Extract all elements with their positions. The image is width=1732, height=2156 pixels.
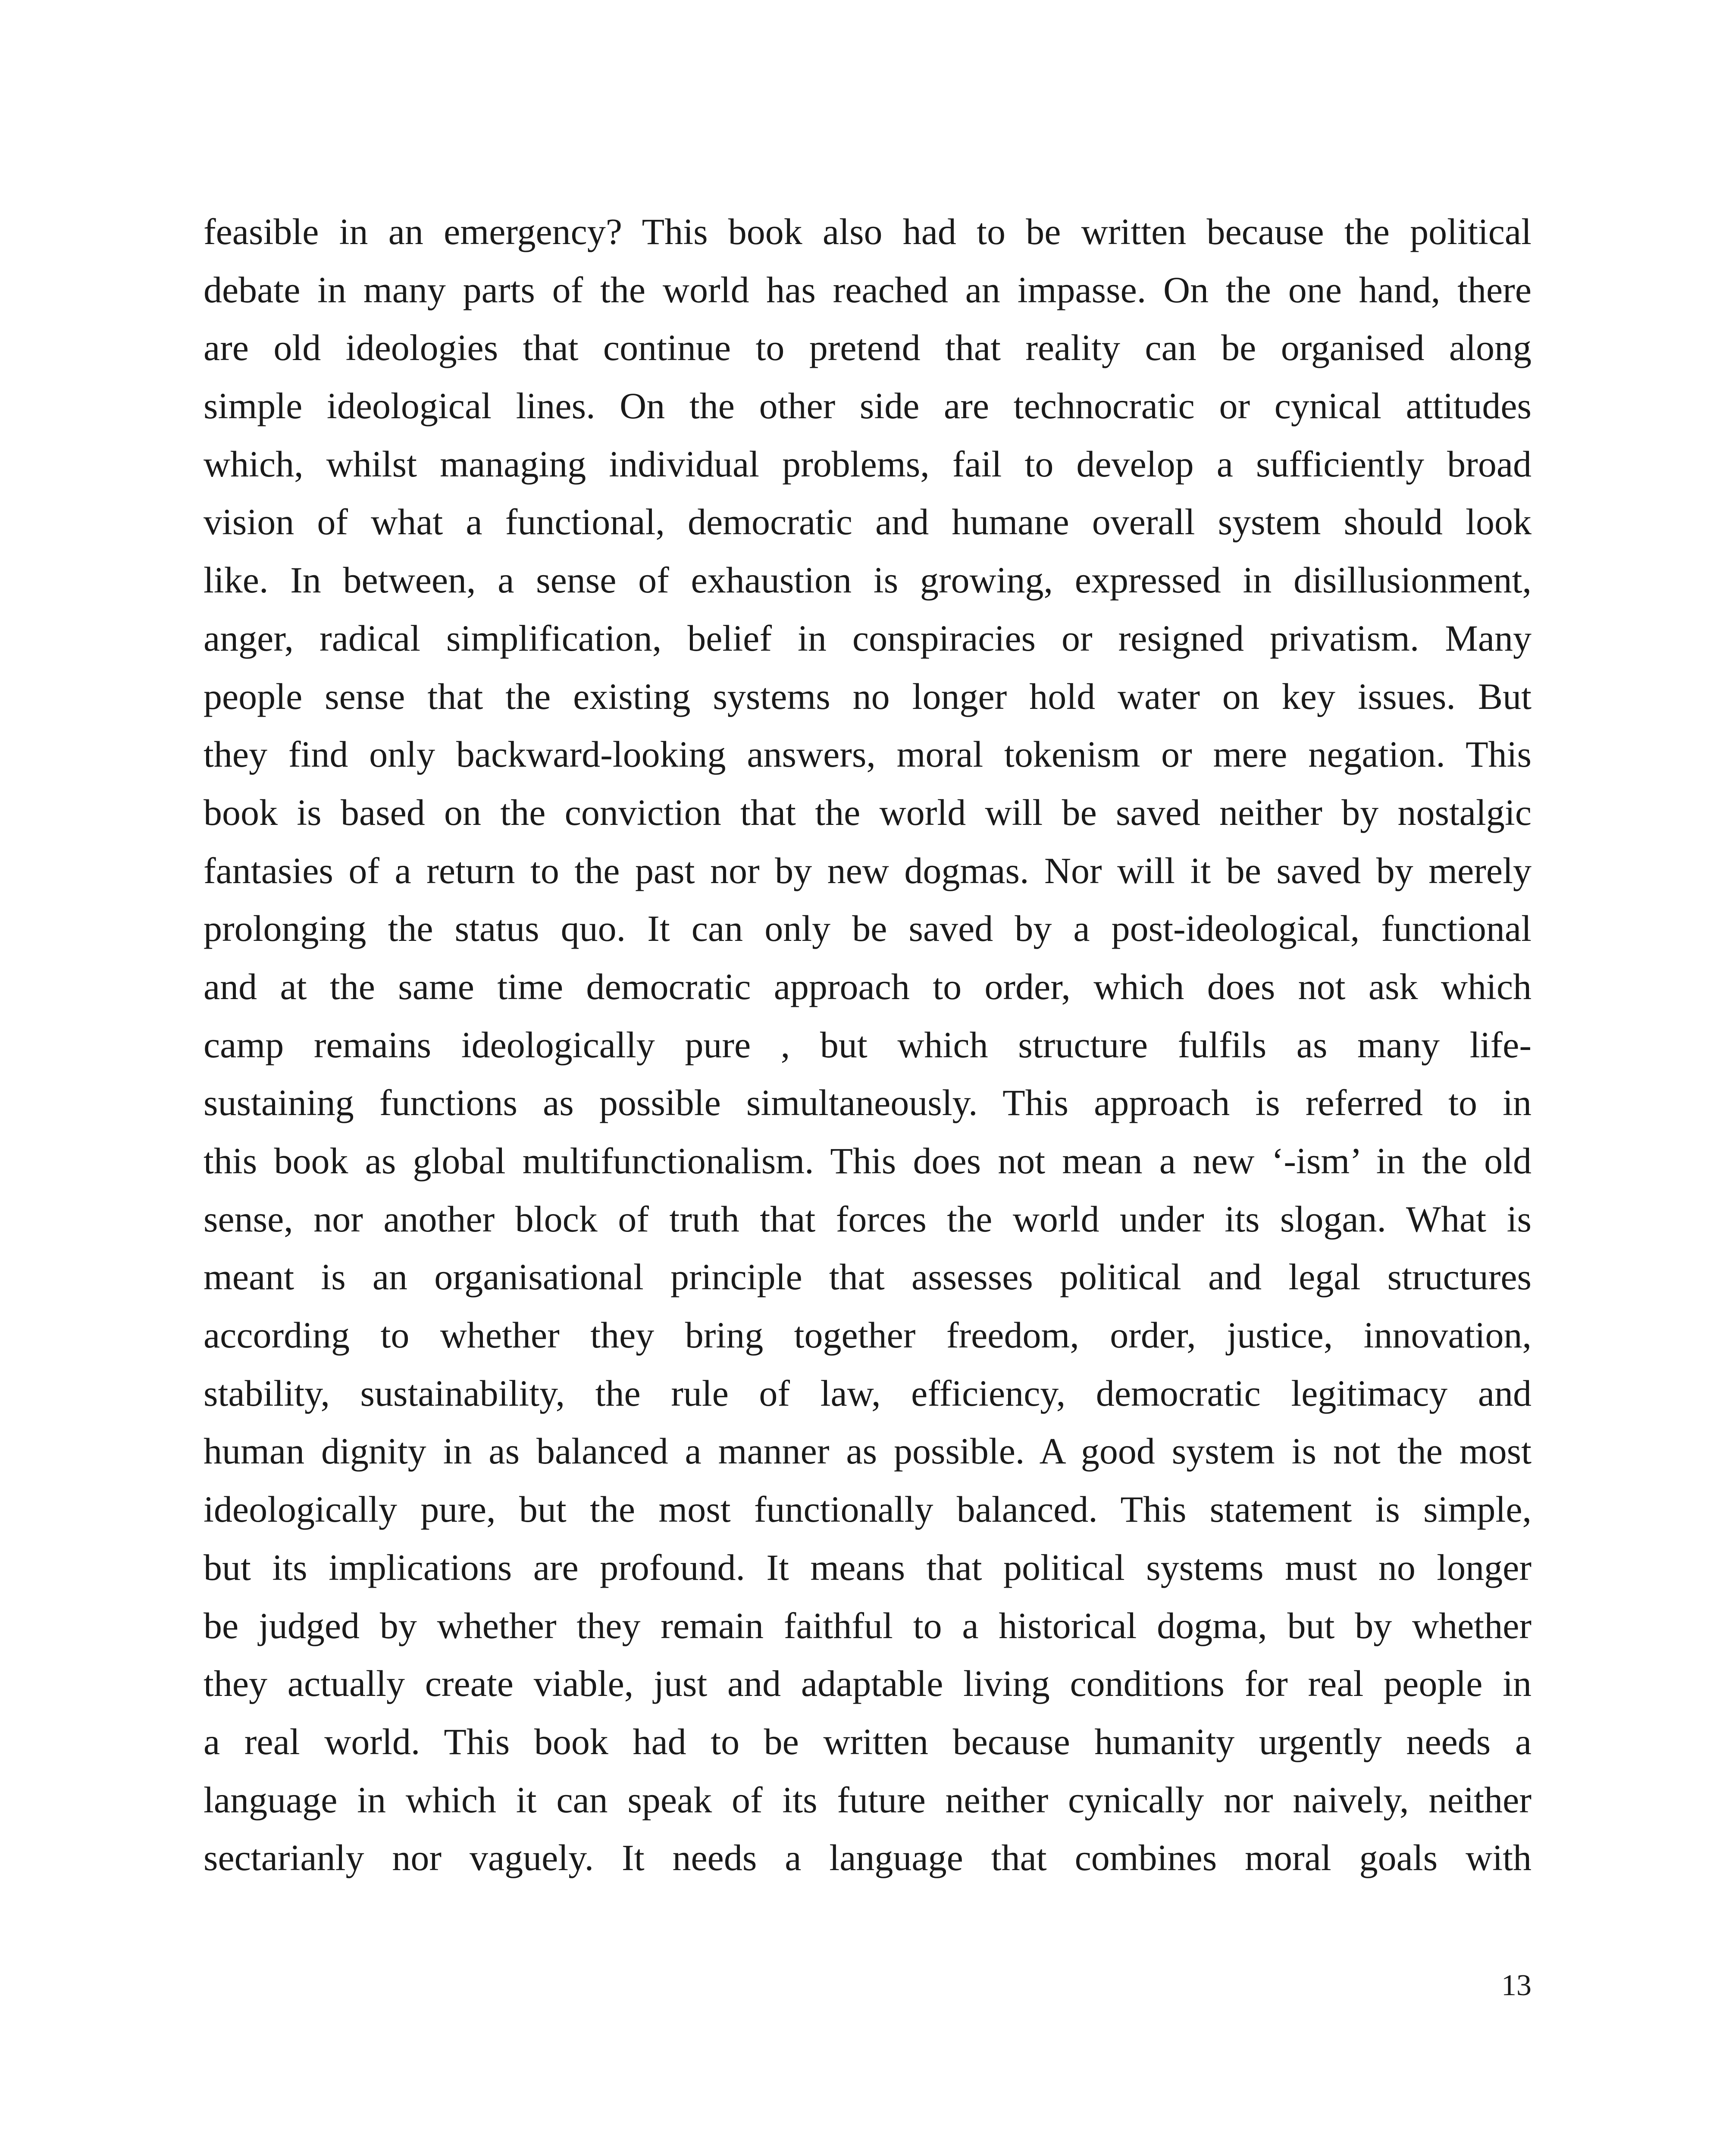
text-line: feasible in an emergency? This book also had to be written because the political [204,211,1532,252]
text-line: stability, sustainability, the rule of law, efficiency, democratic legitimacy and [204,1372,1532,1414]
text-line: simple ideological lines. On the other side are technocratic or cynical attitudes [204,385,1532,427]
text-line: book is based on the conviction that the world will be saved neither by nostalgic [204,791,1532,833]
text-line: this book as global multifunctionalism. This does not mean a new ‘-ism’ in the old [204,1140,1532,1181]
text-line: language in which it can speak of its future neither cynically nor naively, neither [204,1779,1532,1821]
text-line: and at the same time democratic approach to order, which does not ask which [204,965,1532,1007]
text-line: which, whilst managing individual problems, fail to develop a sufficiently broad [204,443,1532,485]
text-line: anger, radical simplification, belief in conspiracies or resigned privatism. Many [204,617,1532,659]
text-line: but its implications are profound. It means that political systems must no longer [204,1546,1532,1588]
text-line: debate in many parts of the world has reached an impasse. On the one hand, there [204,269,1532,310]
text-line: vision of what a functional, democratic and humane overall system should look [204,501,1532,543]
text-line: sectarianly nor vaguely. It needs a language that combines moral goals with [204,1837,1532,1879]
text-line: fantasies of a return to the past nor by new dogmas. Nor will it be saved by merely [204,849,1532,891]
text-line: sense, nor another block of truth that forces the world under its slogan. What is [204,1198,1532,1240]
text-line: sustaining functions as possible simultaneously. This approach is referred to in [204,1082,1532,1124]
text-line: a real world. This book had to be written because humanity urgently needs a [204,1720,1532,1762]
body-text [204,203,1532,1887]
text-line: are old ideologies that continue to pretend that reality can be organised along [204,327,1532,369]
text-line: be judged by whether they remain faithful to a historical dogma, but by whether [204,1604,1532,1646]
page-number: 13 [1501,1969,1532,2002]
text-line: meant is an organisational principle that assesses political and legal structures [204,1256,1532,1298]
text-line: they find only backward-looking answers, moral tokenism or mere negation. This [204,733,1532,775]
text-line: camp remains ideologically pure , but which structure fulfils as many life- [204,1024,1532,1065]
text-line: human dignity in as balanced a manner as possible. A good system is not the most [204,1430,1532,1472]
text-line: they actually create viable, just and adaptable living conditions for real people in [204,1663,1532,1705]
text-line: prolonging the status quo. It can only be saved by a post-ideological, functional [204,908,1532,950]
text-line: like. In between, a sense of exhaustion is growing, expressed in disillusionment, [204,559,1532,601]
text-line: people sense that the existing systems no longer hold water on key issues. But [204,675,1532,717]
text-line: ideologically pure, but the most functionally balanced. This statement is simple, [204,1489,1532,1530]
text-line: according to whether they bring together freedom, order, justice, innovation, [204,1314,1532,1356]
